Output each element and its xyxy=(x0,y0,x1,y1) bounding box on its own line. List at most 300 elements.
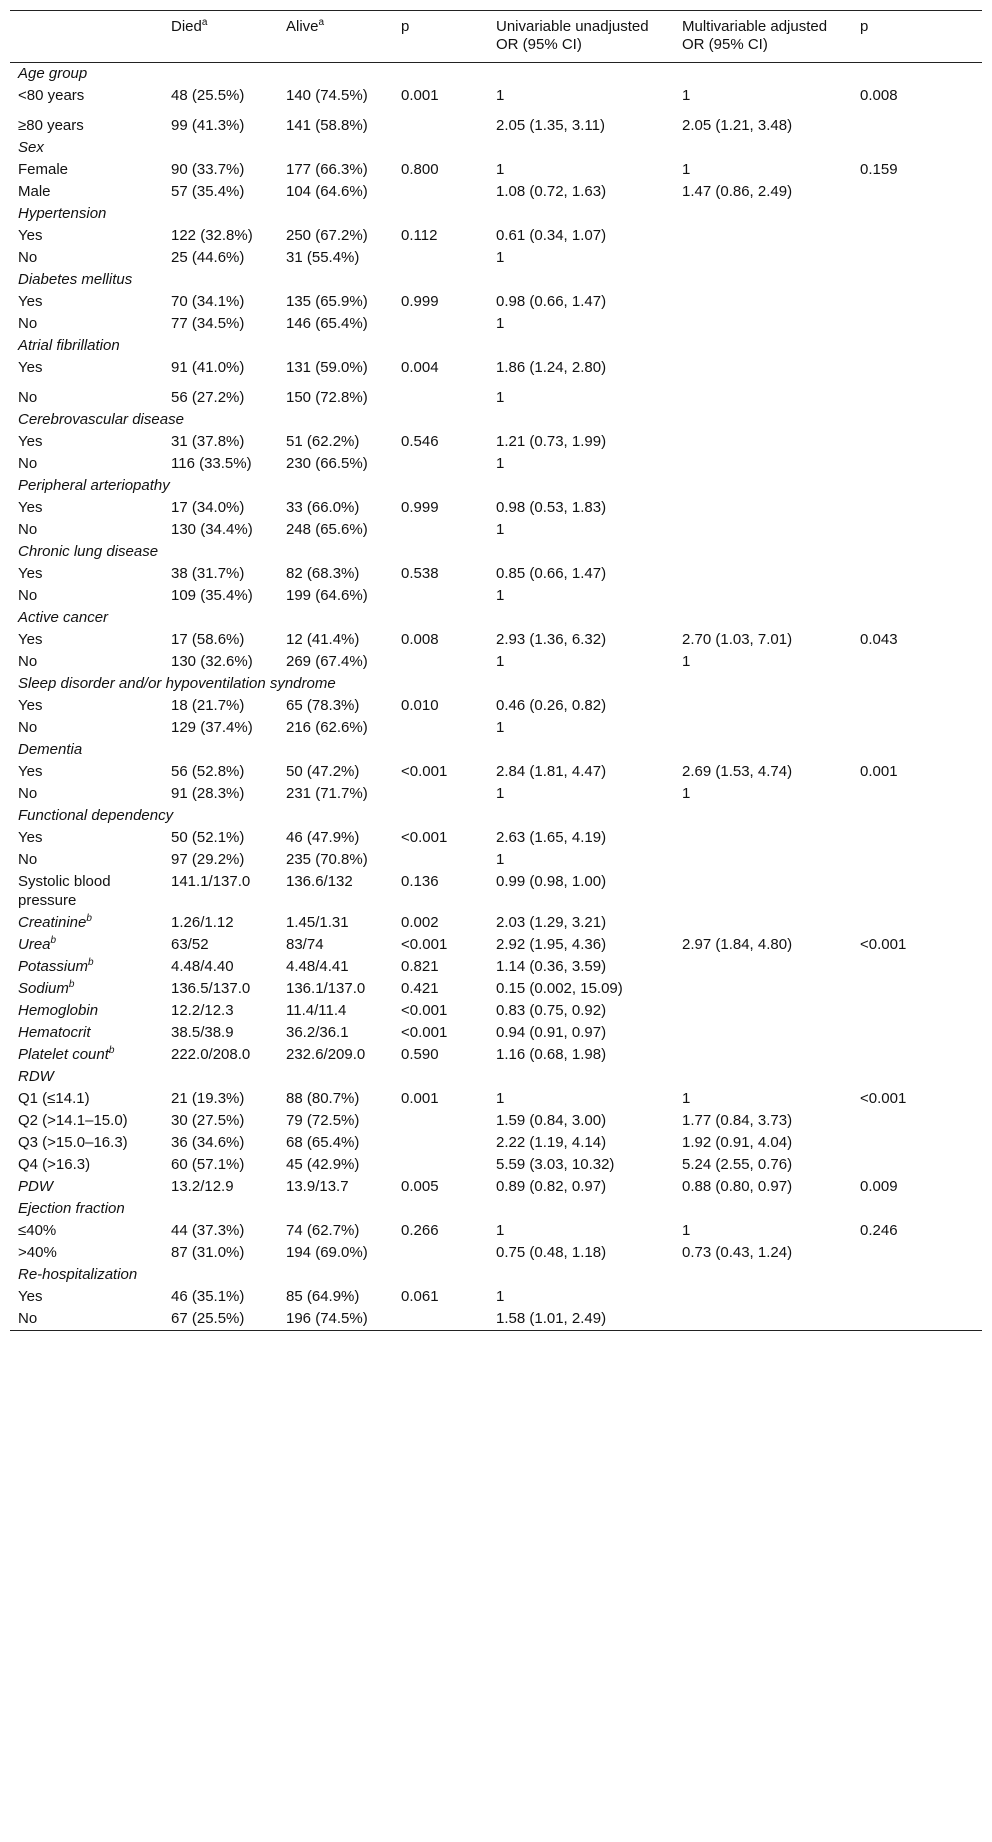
row-label-text: Yes xyxy=(18,433,43,450)
results-table xyxy=(10,10,982,1331)
alive-cell: 150 (72.8%) xyxy=(286,389,368,406)
p-value-cell xyxy=(393,849,488,871)
row-label xyxy=(10,783,163,805)
died-cell: 13.2/12.9 xyxy=(171,1178,234,1195)
univariable-or-cell: 5.59 (3.03, 10.32) xyxy=(496,1156,615,1173)
row-label xyxy=(10,115,163,137)
univariable-or-cell: 1 xyxy=(496,851,505,868)
adjusted-p-cell: 0.008 xyxy=(860,87,898,104)
header-multivariable: Multivariable adjusted OR (95% CI) xyxy=(682,18,828,53)
adjusted-p-cell xyxy=(852,313,982,335)
multivariable-or-cell: 2.70 (1.03, 7.01) xyxy=(682,631,793,648)
died-cell: 38 (31.7%) xyxy=(171,565,245,582)
p-value-cell xyxy=(393,1132,488,1154)
univariable-or-cell: 1.59 (0.84, 3.00) xyxy=(496,1112,607,1129)
row-label xyxy=(10,1176,163,1198)
alive-cell: 31 (55.4%) xyxy=(286,249,360,266)
row-label xyxy=(10,978,163,1000)
p-value-cell: 0.421 xyxy=(401,980,439,997)
row-label-text: Hemoglobin xyxy=(18,1002,99,1019)
univariable-or-cell: 1.21 (0.73, 1.99) xyxy=(496,433,607,450)
p-value-cell: 0.136 xyxy=(401,873,439,890)
adjusted-p-cell: 0.246 xyxy=(860,1222,898,1239)
row-label-text: ≥80 years xyxy=(18,117,84,134)
adjusted-p-cell xyxy=(852,1308,982,1331)
row-label-text: Yes xyxy=(18,227,43,244)
row-label xyxy=(10,1044,163,1066)
alive-cell: 136.1/137.0 xyxy=(286,980,366,997)
alive-cell: 135 (65.9%) xyxy=(286,293,368,310)
alive-cell: 146 (65.4%) xyxy=(286,315,368,332)
row-label-text: No xyxy=(18,389,38,406)
died-cell: 17 (58.6%) xyxy=(171,631,245,648)
alive-cell: 196 (74.5%) xyxy=(286,1310,368,1327)
section-label: Ejection fraction xyxy=(18,1200,125,1217)
table-row xyxy=(10,871,982,912)
multivariable-or-cell xyxy=(674,453,852,475)
multivariable-or-cell xyxy=(674,871,852,912)
adjusted-p-cell xyxy=(852,115,982,137)
univariable-or-cell: 0.89 (0.82, 0.97) xyxy=(496,1178,607,1195)
alive-cell: 235 (70.8%) xyxy=(286,851,368,868)
died-cell: 91 (28.3%) xyxy=(171,785,245,802)
alive-cell: 131 (59.0%) xyxy=(286,359,368,376)
died-cell: 46 (35.1%) xyxy=(171,1288,245,1305)
table-row xyxy=(10,1154,982,1176)
alive-cell: 85 (64.9%) xyxy=(286,1288,360,1305)
row-label xyxy=(10,1132,163,1154)
alive-cell: 82 (68.3%) xyxy=(286,565,360,582)
univariable-or-cell: 2.03 (1.29, 3.21) xyxy=(496,914,607,931)
row-label xyxy=(10,225,163,247)
adjusted-p-cell xyxy=(852,291,982,313)
row-label-text: Yes xyxy=(18,359,43,376)
univariable-or-cell: 2.93 (1.36, 6.32) xyxy=(496,631,607,648)
section-label: Dementia xyxy=(18,741,83,758)
adjusted-p-cell xyxy=(852,695,982,717)
multivariable-or-cell: 1 xyxy=(682,1222,691,1239)
table-row xyxy=(10,1022,982,1044)
adjusted-p-cell xyxy=(852,497,982,519)
section-row xyxy=(10,1198,982,1220)
table-row xyxy=(10,1176,982,1198)
table-row xyxy=(10,453,982,475)
section-label: Atrial fibrillation xyxy=(18,337,120,354)
multivariable-or-cell xyxy=(674,247,852,269)
row-label xyxy=(10,1000,163,1022)
row-label-text: Hematocrit xyxy=(18,1024,91,1041)
row-label xyxy=(10,651,163,673)
row-label-text: <80 years xyxy=(18,87,85,104)
header-p: p xyxy=(401,18,410,35)
table-row xyxy=(10,849,982,871)
adjusted-p-cell xyxy=(852,717,982,739)
header-p-adjusted: p xyxy=(860,18,869,35)
p-value-cell xyxy=(393,651,488,673)
died-cell: 18 (21.7%) xyxy=(171,697,245,714)
univariable-or-cell: 0.98 (0.66, 1.47) xyxy=(496,293,607,310)
row-label-text: Potassium xyxy=(18,958,89,975)
row-label xyxy=(10,1110,163,1132)
alive-cell: 232.6/209.0 xyxy=(286,1046,366,1063)
footnote-marker: b xyxy=(108,1045,115,1056)
row-label-text: Q4 (>16.3) xyxy=(18,1156,91,1173)
section-label: Hypertension xyxy=(18,205,107,222)
p-value-cell xyxy=(393,313,488,335)
alive-cell: 250 (67.2%) xyxy=(286,227,368,244)
multivariable-or-cell: 1 xyxy=(682,87,691,104)
table-row xyxy=(10,585,982,607)
multivariable-or-cell xyxy=(674,827,852,849)
alive-cell: 230 (66.5%) xyxy=(286,455,368,472)
multivariable-or-cell xyxy=(674,978,852,1000)
table-row xyxy=(10,247,982,269)
multivariable-or-cell xyxy=(674,1044,852,1066)
row-label-text: No xyxy=(18,653,38,670)
p-value-cell: 0.001 xyxy=(401,1090,439,1107)
adjusted-p-cell xyxy=(852,1242,982,1264)
adjusted-p-cell: 0.009 xyxy=(860,1178,898,1195)
alive-cell: 141 (58.8%) xyxy=(286,117,368,134)
univariable-or-cell: 2.22 (1.19, 4.14) xyxy=(496,1134,607,1151)
row-label-text: >40% xyxy=(18,1244,57,1261)
p-value-cell xyxy=(393,115,488,137)
multivariable-or-cell: 2.69 (1.53, 4.74) xyxy=(682,763,793,780)
univariable-or-cell: 1.08 (0.72, 1.63) xyxy=(496,183,607,200)
p-value-cell: <0.001 xyxy=(401,829,448,846)
table-row xyxy=(10,497,982,519)
section-row xyxy=(10,269,982,291)
multivariable-or-cell xyxy=(674,1286,852,1308)
adjusted-p-cell: <0.001 xyxy=(860,1090,907,1107)
p-value-cell: 0.538 xyxy=(401,565,439,582)
multivariable-or-cell: 5.24 (2.55, 0.76) xyxy=(682,1156,793,1173)
header-univariable: Univariable unadjusted OR (95% CI) xyxy=(496,18,649,53)
row-label-text: Yes xyxy=(18,829,43,846)
table-row xyxy=(10,912,982,934)
section-label: Chronic lung disease xyxy=(18,543,159,560)
univariable-or-cell: 0.99 (0.98, 1.00) xyxy=(496,873,607,890)
row-label-text: Yes xyxy=(18,631,43,648)
died-cell: 222.0/208.0 xyxy=(171,1046,251,1063)
multivariable-or-cell: 2.05 (1.21, 3.48) xyxy=(682,117,793,134)
table-row xyxy=(10,181,982,203)
univariable-or-cell: 1.58 (1.01, 2.49) xyxy=(496,1310,607,1327)
died-cell: 97 (29.2%) xyxy=(171,851,245,868)
row-label xyxy=(10,519,163,541)
alive-cell: 269 (67.4%) xyxy=(286,653,368,670)
adjusted-p-cell xyxy=(852,956,982,978)
row-label-text: Platelet count xyxy=(18,1046,109,1063)
multivariable-or-cell: 1.92 (0.91, 4.04) xyxy=(682,1134,793,1151)
table-row xyxy=(10,695,982,717)
row-label-text: Female xyxy=(18,161,69,178)
row-label xyxy=(10,85,163,115)
adjusted-p-cell xyxy=(852,827,982,849)
p-value-cell xyxy=(393,247,488,269)
p-value-cell: 0.008 xyxy=(401,631,439,648)
table-row xyxy=(10,629,982,651)
section-label: Functional dependency xyxy=(18,807,174,824)
table-row xyxy=(10,225,982,247)
row-label-text: Q2 (>14.1–15.0) xyxy=(18,1112,128,1129)
alive-cell: 216 (62.6%) xyxy=(286,719,368,736)
p-value-cell xyxy=(393,717,488,739)
table-row xyxy=(10,1000,982,1022)
row-label xyxy=(10,1154,163,1176)
p-value-cell: <0.001 xyxy=(401,936,448,953)
row-label-text: PDW xyxy=(18,1178,53,1195)
univariable-or-cell: 1.16 (0.68, 1.98) xyxy=(496,1046,607,1063)
died-cell: 56 (27.2%) xyxy=(171,389,245,406)
multivariable-or-cell xyxy=(674,585,852,607)
multivariable-or-cell xyxy=(674,849,852,871)
univariable-or-cell: 0.15 (0.002, 15.09) xyxy=(496,980,623,997)
adjusted-p-cell xyxy=(852,783,982,805)
row-label-text: Urea xyxy=(18,936,51,953)
row-label xyxy=(10,1022,163,1044)
univariable-or-cell: 1 xyxy=(496,1222,505,1239)
univariable-or-cell: 0.98 (0.53, 1.83) xyxy=(496,499,607,516)
univariable-or-cell: 1.86 (1.24, 2.80) xyxy=(496,359,607,376)
alive-cell: 12 (41.4%) xyxy=(286,631,360,648)
alive-cell: 1.45/1.31 xyxy=(286,914,349,931)
row-label-text: Yes xyxy=(18,1288,43,1305)
row-label-text: Sodium xyxy=(18,980,69,997)
multivariable-or-cell xyxy=(674,387,852,409)
multivariable-or-cell xyxy=(674,1308,852,1331)
row-label-text: Yes xyxy=(18,293,43,310)
univariable-or-cell: 1 xyxy=(496,521,505,538)
section-label: Sex xyxy=(18,139,44,156)
died-cell: 48 (25.5%) xyxy=(171,87,245,104)
univariable-or-cell: 1 xyxy=(496,249,505,266)
alive-cell: 194 (69.0%) xyxy=(286,1244,368,1261)
alive-cell: 140 (74.5%) xyxy=(286,87,368,104)
multivariable-or-cell: 1 xyxy=(682,1090,691,1107)
alive-cell: 51 (62.2%) xyxy=(286,433,360,450)
section-row xyxy=(10,739,982,761)
univariable-or-cell: 1 xyxy=(496,653,505,670)
p-value-cell: 0.266 xyxy=(401,1222,439,1239)
p-value-cell xyxy=(393,585,488,607)
died-cell: 77 (34.5%) xyxy=(171,315,245,332)
row-label-text: No xyxy=(18,1310,38,1327)
died-cell: 63/52 xyxy=(171,936,209,953)
died-cell: 99 (41.3%) xyxy=(171,117,245,134)
row-label-text: Q1 (≤14.1) xyxy=(18,1090,90,1107)
row-label-text: Yes xyxy=(18,499,43,516)
p-value-cell: <0.001 xyxy=(401,1024,448,1041)
died-cell: 122 (32.8%) xyxy=(171,227,253,244)
alive-cell: 45 (42.9%) xyxy=(286,1156,360,1173)
header-alive: Alive$^a$ xyxy=(286,17,325,35)
univariable-or-cell: 2.84 (1.81, 4.47) xyxy=(496,763,607,780)
row-label xyxy=(10,387,163,409)
row-label-text: Yes xyxy=(18,565,43,582)
table-row xyxy=(10,1110,982,1132)
header-variable xyxy=(10,11,163,63)
alive-cell: 199 (64.6%) xyxy=(286,587,368,604)
section-label: Peripheral arteriopathy xyxy=(18,477,170,494)
univariable-or-cell: 1 xyxy=(496,587,505,604)
adjusted-p-cell xyxy=(852,1110,982,1132)
row-label-text: No xyxy=(18,521,38,538)
row-label xyxy=(10,1286,163,1308)
died-cell: 1.26/1.12 xyxy=(171,914,234,931)
multivariable-or-cell xyxy=(674,431,852,453)
multivariable-or-cell xyxy=(674,225,852,247)
univariable-or-cell: 1 xyxy=(496,161,505,178)
died-cell: 50 (52.1%) xyxy=(171,829,245,846)
p-value-cell: 0.061 xyxy=(401,1288,439,1305)
p-value-cell: 0.546 xyxy=(401,433,439,450)
p-value-cell: 0.004 xyxy=(401,359,439,376)
table-row xyxy=(10,761,982,783)
table-row xyxy=(10,1088,982,1110)
multivariable-or-cell: 1 xyxy=(682,161,691,178)
section-label: RDW xyxy=(18,1068,54,1085)
row-label xyxy=(10,313,163,335)
univariable-or-cell: 1 xyxy=(496,1090,505,1107)
row-label xyxy=(10,717,163,739)
univariable-or-cell: 0.83 (0.75, 0.92) xyxy=(496,1002,607,1019)
section-label: Age group xyxy=(18,65,88,82)
adjusted-p-cell xyxy=(852,1132,982,1154)
alive-cell: 74 (62.7%) xyxy=(286,1222,360,1239)
section-row xyxy=(10,203,982,225)
row-label xyxy=(10,159,163,181)
died-cell: 129 (37.4%) xyxy=(171,719,253,736)
multivariable-or-cell: 0.73 (0.43, 1.24) xyxy=(682,1244,793,1261)
adjusted-p-cell xyxy=(852,871,982,912)
univariable-or-cell: 1 xyxy=(496,719,505,736)
died-cell: 109 (35.4%) xyxy=(171,587,253,604)
univariable-or-cell: 1.14 (0.36, 3.59) xyxy=(496,958,607,975)
univariable-or-cell: 1 xyxy=(496,1288,505,1305)
died-cell: 25 (44.6%) xyxy=(171,249,245,266)
multivariable-or-cell: 1.47 (0.86, 2.49) xyxy=(682,183,793,200)
adjusted-p-cell: 0.159 xyxy=(860,161,898,178)
table-row xyxy=(10,1308,982,1331)
alive-cell: 65 (78.3%) xyxy=(286,697,360,714)
row-label xyxy=(10,871,163,912)
univariable-or-cell: 1 xyxy=(496,315,505,332)
univariable-or-cell: 0.75 (0.48, 1.18) xyxy=(496,1244,607,1261)
section-row xyxy=(10,63,982,86)
univariable-or-cell: 1 xyxy=(496,455,505,472)
died-cell: 116 (33.5%) xyxy=(171,455,252,472)
row-label xyxy=(10,1242,163,1264)
row-label-text: Systolic blood pressure xyxy=(18,873,111,909)
p-value-cell: 0.800 xyxy=(401,161,439,178)
row-label xyxy=(10,1308,163,1331)
row-label-text: No xyxy=(18,851,38,868)
table-row xyxy=(10,1044,982,1066)
adjusted-p-cell xyxy=(852,431,982,453)
univariable-or-cell: 1 xyxy=(496,389,505,406)
p-value-cell xyxy=(393,453,488,475)
multivariable-or-cell xyxy=(674,956,852,978)
univariable-or-cell: 2.05 (1.35, 3.11) xyxy=(496,117,605,134)
adjusted-p-cell xyxy=(852,563,982,585)
footnote-marker: b xyxy=(50,935,57,946)
died-cell: 87 (31.0%) xyxy=(171,1244,245,1261)
row-label xyxy=(10,956,163,978)
died-cell: 130 (34.4%) xyxy=(171,521,253,538)
multivariable-or-cell: 0.88 (0.80, 0.97) xyxy=(682,1178,793,1195)
p-value-cell: 0.005 xyxy=(401,1178,439,1195)
p-value-cell: 0.001 xyxy=(401,87,439,104)
alive-cell: 248 (65.6%) xyxy=(286,521,368,538)
footnote-marker: b xyxy=(68,979,75,990)
row-label xyxy=(10,849,163,871)
multivariable-or-cell xyxy=(674,291,852,313)
header-died: Died$^a$ xyxy=(171,17,208,35)
died-cell: 57 (35.4%) xyxy=(171,183,245,200)
died-cell: 38.5/38.9 xyxy=(171,1024,234,1041)
multivariable-or-cell: 1 xyxy=(682,653,691,670)
alive-cell: 79 (72.5%) xyxy=(286,1112,360,1129)
section-row xyxy=(10,673,982,695)
table-header xyxy=(10,11,982,63)
section-row xyxy=(10,607,982,629)
row-label xyxy=(10,453,163,475)
table-row xyxy=(10,387,982,409)
alive-cell: 231 (71.7%) xyxy=(286,785,368,802)
table-row xyxy=(10,159,982,181)
alive-cell: 33 (66.0%) xyxy=(286,499,360,516)
row-label xyxy=(10,357,163,387)
multivariable-or-cell xyxy=(674,695,852,717)
row-label xyxy=(10,563,163,585)
died-cell: 44 (37.3%) xyxy=(171,1222,245,1239)
adjusted-p-cell xyxy=(852,978,982,1000)
multivariable-or-cell xyxy=(674,497,852,519)
adjusted-p-cell xyxy=(852,247,982,269)
adjusted-p-cell xyxy=(852,849,982,871)
univariable-or-cell: 2.92 (1.95, 4.36) xyxy=(496,936,607,953)
table-row xyxy=(10,1132,982,1154)
died-cell: 21 (19.3%) xyxy=(171,1090,245,1107)
row-label xyxy=(10,431,163,453)
row-label-text: No xyxy=(18,249,38,266)
died-cell: 91 (41.0%) xyxy=(171,359,245,376)
univariable-or-cell: 0.94 (0.91, 0.97) xyxy=(496,1024,607,1041)
section-row xyxy=(10,1066,982,1088)
section-row xyxy=(10,805,982,827)
table-row xyxy=(10,519,982,541)
p-value-cell: 0.010 xyxy=(401,697,439,714)
died-cell: 31 (37.8%) xyxy=(171,433,245,450)
footnote-marker: b xyxy=(86,913,92,924)
p-value-cell: 0.999 xyxy=(401,293,439,310)
died-cell: 30 (27.5%) xyxy=(171,1112,245,1129)
table-row xyxy=(10,1220,982,1242)
table-row xyxy=(10,313,982,335)
row-label xyxy=(10,1088,163,1110)
univariable-or-cell: 1 xyxy=(496,87,505,104)
row-label xyxy=(10,934,163,956)
multivariable-or-cell xyxy=(674,717,852,739)
died-cell: 136.5/137.0 xyxy=(171,980,251,997)
table-row xyxy=(10,291,982,313)
p-value-cell xyxy=(393,1110,488,1132)
row-label xyxy=(10,181,163,203)
died-cell: 12.2/12.3 xyxy=(171,1002,234,1019)
adjusted-p-cell: 0.001 xyxy=(860,763,898,780)
row-label xyxy=(10,912,163,934)
